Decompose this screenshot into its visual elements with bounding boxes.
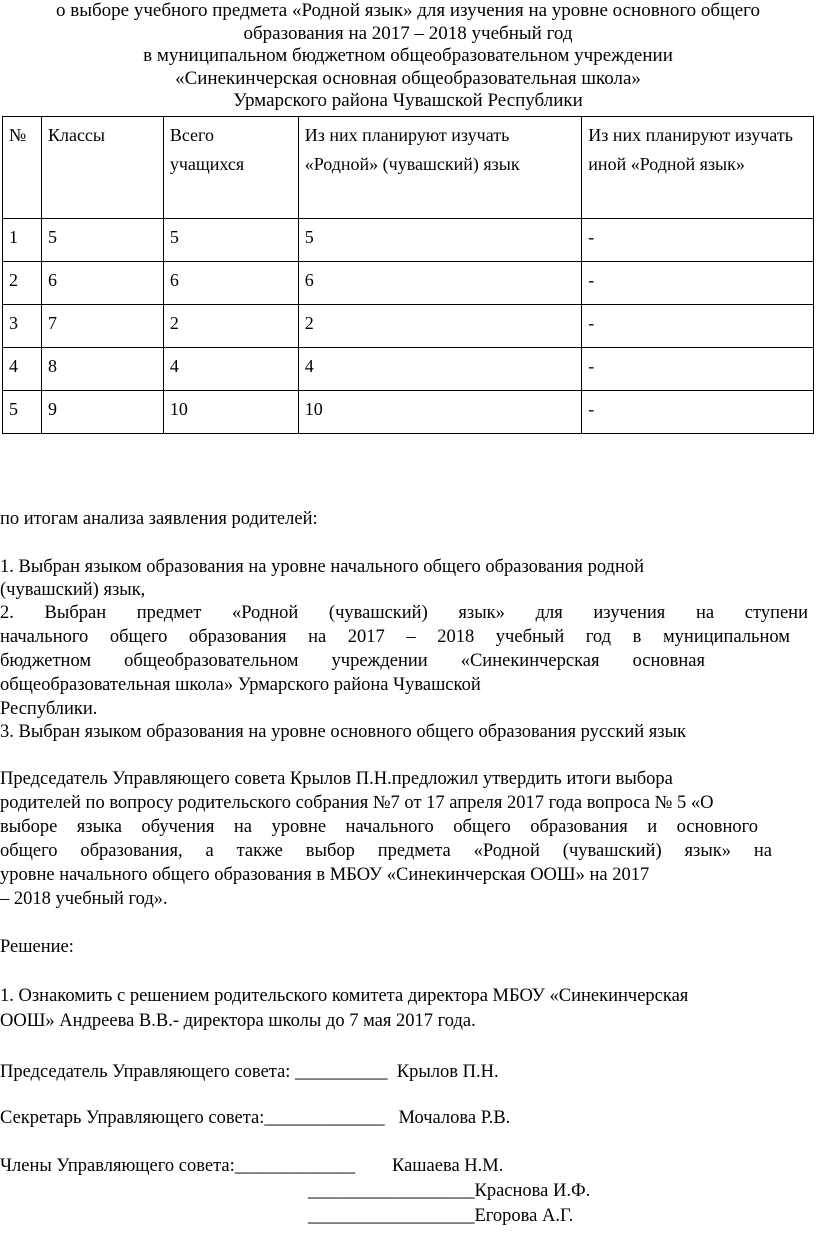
table-cell: 6 bbox=[163, 262, 298, 305]
table-cell: 10 bbox=[298, 391, 582, 434]
signature-chair: Председатель Управляющего совета: __________ Крылов П.Н. bbox=[0, 1062, 499, 1082]
result-item-1-line-2: (чувашский) язык, bbox=[0, 580, 146, 600]
table-cell: 4 bbox=[298, 348, 582, 391]
table-cell: 5 bbox=[41, 219, 163, 262]
header-line-4: «Синекинчерская основная общеобразовательная школа» bbox=[175, 67, 641, 89]
proposal-line-5: уровне начального общего образования в МБОУ «Синекинчерская ООШ» на 2017 bbox=[0, 865, 650, 885]
result-item-2-line-3: бюджетном общеобразовательном учреждении «Синекинчерская основная bbox=[0, 651, 705, 671]
table-row bbox=[3, 262, 814, 305]
table-header-row bbox=[3, 117, 814, 219]
table-cell: 6 bbox=[298, 262, 582, 305]
result-item-1-line-1: 1. Выбран языком образования на уровне начального общего образования родной bbox=[0, 557, 644, 577]
results-intro: по итогам анализа заявления родителей: bbox=[0, 509, 318, 529]
table-cell: 4 bbox=[3, 348, 42, 391]
table-cell: 6 bbox=[41, 262, 163, 305]
header-line-5: Урмарского района Чувашской Республики bbox=[233, 90, 583, 111]
header-cell-grades: Классы bbox=[41, 117, 163, 219]
signature-member-3: __________________Егорова А.Г. bbox=[308, 1206, 574, 1226]
table-row bbox=[3, 348, 814, 391]
proposal-line-6: – 2018 учебный год». bbox=[0, 889, 168, 909]
table-cell: - bbox=[582, 348, 814, 391]
table-cell: 5 bbox=[163, 219, 298, 262]
table-row bbox=[3, 219, 814, 262]
table-cell: 7 bbox=[41, 305, 163, 348]
table-cell: 1 bbox=[3, 219, 42, 262]
header-line-1: о выборе учебного предмета «Родной язык» для изучения на уровне основного общего bbox=[56, 0, 760, 21]
result-item-2-line-5: Республики. bbox=[0, 699, 98, 719]
table-cell: 9 bbox=[41, 391, 163, 434]
decision-item-1-line-2: ООШ» Андреева В.В.- директора школы до 7 мая 2017 года. bbox=[0, 1011, 476, 1031]
table-cell: 2 bbox=[3, 262, 42, 305]
document-header bbox=[0, 0, 816, 113]
result-item-3: 3. Выбран языком образования на уровне основного общего образования русский язык bbox=[0, 722, 686, 742]
table-cell: 5 bbox=[298, 219, 582, 262]
proposal-line-3: выборе языка обучения на уровне начального общего образования и основного bbox=[0, 817, 758, 837]
decision-item-1-line-1: 1. Ознакомить с решением родительского комитета директора МБОУ «Синекинчерская bbox=[0, 986, 689, 1006]
table-cell: - bbox=[582, 391, 814, 434]
table-cell: 8 bbox=[41, 348, 163, 391]
table-cell: - bbox=[582, 305, 814, 348]
header-cell-total: Всего учащихся bbox=[163, 117, 298, 219]
table-cell: - bbox=[582, 219, 814, 262]
table-cell: 10 bbox=[163, 391, 298, 434]
result-item-2-line-1: 2. Выбран предмет «Родной (чувашский) язык» для изучения на ступени bbox=[0, 603, 808, 623]
proposal-line-4: общего образования, а также выбор предмета «Родной (чувашский) язык» на bbox=[0, 841, 772, 861]
decision-title: Решение: bbox=[0, 937, 74, 957]
table-row bbox=[3, 391, 814, 434]
table-cell: 2 bbox=[298, 305, 582, 348]
header-cell-chuvash: Из них планируют изучать «Родной» (чувашский) язык bbox=[298, 117, 582, 219]
proposal-line-1: Председатель Управляющего совета Крылов П.Н.предложил утвердить итоги выбора bbox=[0, 769, 673, 789]
table-cell: 3 bbox=[3, 305, 42, 348]
signature-secretary: Секретарь Управляющего совета:_____________ Мочалова Р.В. bbox=[0, 1108, 511, 1128]
header-line-3: в муниципальном бюджетном общеобразовательном учреждении bbox=[143, 45, 673, 66]
language-choice-table bbox=[2, 116, 814, 434]
table-row bbox=[3, 305, 814, 348]
table-cell: 4 bbox=[163, 348, 298, 391]
header-cell-other: Из них планируют изучать иной «Родной язык» bbox=[582, 117, 814, 219]
signature-member-2: __________________Краснова И.Ф. bbox=[308, 1181, 591, 1201]
signature-members: Члены Управляющего совета:_____________ Кашаева Н.М. bbox=[0, 1156, 504, 1176]
table-cell: - bbox=[582, 262, 814, 305]
header-line-2: образования на 2017 – 2018 учебный год bbox=[243, 22, 573, 44]
proposal-line-2: родителей по вопросу родительского собрания №7 от 17 апреля 2017 года вопроса № 5 «О bbox=[0, 793, 714, 813]
result-item-2-line-4: общеобразовательная школа» Урмарского района Чувашской bbox=[0, 675, 481, 695]
result-item-2-line-2: начального общего образования на 2017 – 2018 учебный год в муниципальном bbox=[0, 627, 790, 647]
table-cell: 5 bbox=[3, 391, 42, 434]
header-cell-number: № bbox=[3, 117, 42, 219]
table-cell: 2 bbox=[163, 305, 298, 348]
